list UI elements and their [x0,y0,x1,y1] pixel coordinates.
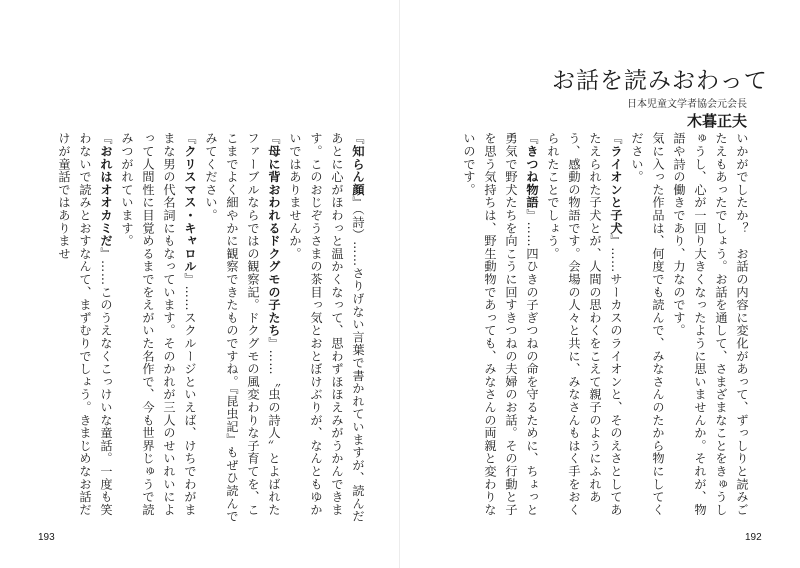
story-summary: （詩）……さりげない言葉で書かれていますが、読んだあとに心がほわっと温かくなって、思わずほほえみがうかんできます。このおじぞうさまの茶目っ気とおとぼけぶりが、なんともゆかいではありませんか。 [288,132,365,523]
story-heading: 『きつね物語』……四ひきの子ぎつねの命を守るために、ちょっと勇気で野犬たちを向こうに回すきつねの夫婦のお話。その行動と子を思う気持ちは、野生動物であっても、みなさんの両親と変わりないのです。 [462,132,539,516]
story-heading: 『ライオンと子犬』……サーカスのライオンと、そのえさとしてあたえられた子犬とが、人間の思わくをこえて親子のようにふれあう、感動の物語です。会場の人々と共に、みなさんもはく手をおくられたことでしょう。 [546,132,623,517]
right-page-body [462,132,752,528]
section-title: お話を読みおわって [552,68,768,94]
left-page-body [57,132,368,528]
page-number-right: 192 [745,532,762,543]
page-number-left: 193 [38,532,55,543]
story-summary: ……〝虫の詩人〟とよばれたファーブルならではの観察記。ドクグモの風変わりな子育てを、ここまでよく細やかに観察できたものですね。『昆虫記』もぜひ読んでみてください。 [204,132,281,523]
story-title: ライオンと子犬 [609,144,623,235]
story-summary: ……四ひきの子ぎつねの命を守るために、ちょっと勇気で野犬たちを向こうに回すきつねの夫婦のお話。その行動と子を思う気持ちは、野生動物であっても、みなさんの両親と変わりないのです。 [462,132,539,516]
paragraph: 気に入った作品は、何度でも読んで、みなさんのたから物にしてください。 [630,132,665,516]
story-summary: ……スクルージといえば、けちでわがままな男の代名詞にもなっています。そのかれが三人のせいれいによって人間性に目覚めるまでをえがいた名作で、今も世界じゅうで読みつがれています。 [120,132,197,516]
author-affiliation: 日本児童文学者協会元会長 [627,99,747,110]
story-heading: 『おれはオオカミだ』……このうえなくこっけいな童話。一度も笑わないで読みとおすなんて、まずむりでしょう。きまじめなお話だけが童話ではありませ [57,132,113,517]
story-title: きつね物語 [525,144,539,209]
story-summary: ……サーカスのライオンと、そのえさとしてあたえられた子犬とが、人間の思わくをこえて親子のようにふれあう、感動の物語です。会場の人々と共に、みなさんもはく手をおくられたことでしょう。 [546,132,623,517]
story-summary: ……このうえなくこっけいな童話。一度も笑わないで読みとおすなんて、まずむりでしょう。きまじめなお話だけが童話ではありませ [57,132,113,517]
page-gutter [399,0,400,568]
story-title: クリスマス・キャロル [183,144,197,273]
story-heading: 『知らん顔』（詩）……さりげない言葉で書かれていますが、読んだあとに心がほわっと温かくなって、思わずほほえみがうかんできます。このおじぞうさまの茶目っ気とおとぼけぶりが、なんともゆかいではありませんか。 [288,132,365,523]
story-heading: 『クリスマス・キャロル』……スクルージといえば、けちでわがままな男の代名詞にもなっています。そのかれが三人のせいれいによって人間性に目覚めるまでをえがいた名作で、今も世界じゅうで読みつがれています。 [120,132,197,516]
story-title: おれはオオカミだ [99,144,113,248]
story-title: 知らん顔 [351,144,365,197]
story-heading: 『母に背おわれるドクグモの子たち』……〝虫の詩人〟とよばれたファーブルならではの観察記。ドクグモの風変わりな子育てを、ここまでよく細やかに観察できたものですね。『昆虫記』もぜひ読んでみてください。 [204,132,281,523]
paragraph: いかがでしたか？ お話の内容に変化があって、ずっしりと読みごたえもあったでしょう。お話を通して、さまざまなことをきゅうしゅうし、心が一回り大きくなったように思いませんか。それが、物語や詩の働きであり、力なのです。 [672,132,749,516]
author-name: 木暮正夫 [686,112,747,130]
story-title: 母に背おわれるドクグモの子たち [267,144,281,337]
